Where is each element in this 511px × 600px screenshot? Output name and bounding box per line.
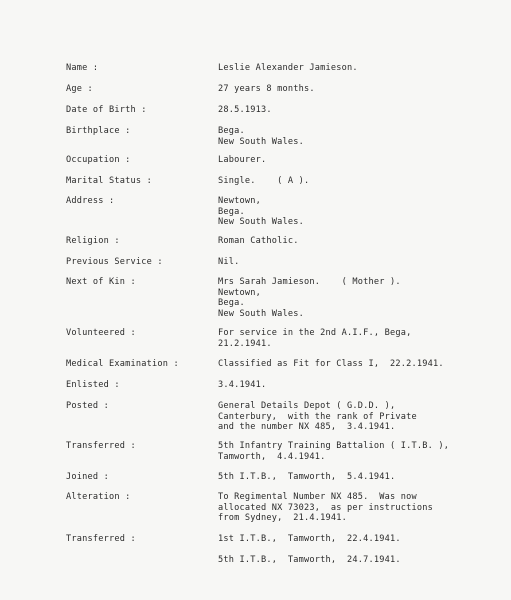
field-label: Medical Examination : [66, 359, 179, 369]
field-value [218, 63, 508, 74]
value-line: Classified as Fit for Class I, 22.2.1941. [218, 359, 444, 369]
field-value [218, 155, 508, 166]
field-label: Religion : [66, 236, 120, 246]
field-value [218, 257, 508, 268]
field-label: Alteration : [66, 492, 131, 502]
field-label: Marital Status : [66, 176, 152, 186]
field-value [218, 176, 508, 187]
field-label: Transferred : [66, 534, 136, 544]
field-label: Name : [66, 63, 99, 73]
value-line: Nil. [218, 257, 240, 267]
value-line: General Details Depot ( G.D.D. ), [218, 401, 396, 411]
field-value [218, 359, 508, 370]
value-line: Bega. [218, 206, 245, 217]
field-value [218, 84, 508, 95]
value-line: Mrs Sarah Jamieson. ( Mother ). [218, 277, 401, 287]
value-line: Leslie Alexander Jamieson. [218, 63, 358, 73]
field-label: Age : [66, 84, 93, 94]
field-label: Posted : [66, 401, 109, 411]
field-value [218, 441, 508, 462]
field-label: Previous Service : [66, 257, 163, 267]
field-label: Enlisted : [66, 380, 120, 390]
value-line: Tamworth, 4.4.1941. [218, 451, 326, 462]
value-line: New South Wales. [218, 308, 304, 319]
value-line: 21.2.1941. [218, 338, 272, 349]
value-line: allocated NX 73023, as per instructions [218, 502, 433, 513]
field-value [218, 555, 508, 566]
field-value [218, 105, 508, 116]
value-line: For service in the 2nd A.I.F., Bega, [218, 328, 412, 338]
value-line: Canterbury, with the rank of Private [218, 411, 417, 422]
field-label: Address : [66, 196, 115, 206]
value-line: Bega. [218, 298, 245, 309]
field-value [218, 277, 508, 319]
value-line: and the number NX 485, 3.4.1941. [218, 422, 396, 433]
field-label: Date of Birth : [66, 105, 147, 115]
value-line: To Regimental Number NX 485. Was now [218, 492, 417, 502]
value-line: 27 years 8 months. [218, 84, 315, 94]
field-label: Volunteered : [66, 328, 136, 338]
field-label: Transferred : [66, 441, 136, 451]
value-line: Roman Catholic. [218, 236, 299, 246]
field-value [218, 236, 508, 247]
field-value [218, 472, 508, 483]
field-value [218, 401, 508, 433]
field-value [218, 126, 508, 147]
field-value [218, 196, 508, 228]
value-line: New South Wales. [218, 136, 304, 147]
field-value [218, 534, 508, 545]
value-line: Labourer. [218, 155, 267, 165]
value-line: 3.4.1941. [218, 380, 267, 390]
field-label: Birthplace : [66, 126, 131, 136]
value-line: Newtown, [218, 196, 261, 206]
value-line: 5th I.T.B., Tamworth, 5.4.1941. [218, 472, 396, 482]
value-line: 5th Infantry Training Battalion ( I.T.B. ), [218, 441, 450, 451]
field-value [218, 328, 508, 349]
value-line: 28.5.1913. [218, 105, 272, 115]
value-line: Newtown, [218, 287, 261, 298]
value-line: 5th I.T.B., Tamworth, 24.7.1941. [218, 555, 401, 565]
field-label: Joined : [66, 472, 109, 482]
value-line: from Sydney, 21.4.1941. [218, 513, 347, 524]
value-line: Single. ( A ). [218, 176, 310, 186]
field-label: Next of Kin : [66, 277, 136, 287]
field-label: Occupation : [66, 155, 131, 165]
field-value [218, 380, 508, 391]
value-line: Bega. [218, 126, 245, 136]
value-line: 1st I.T.B., Tamworth, 22.4.1941. [218, 534, 401, 544]
field-value [218, 492, 508, 524]
value-line: New South Wales. [218, 217, 304, 228]
